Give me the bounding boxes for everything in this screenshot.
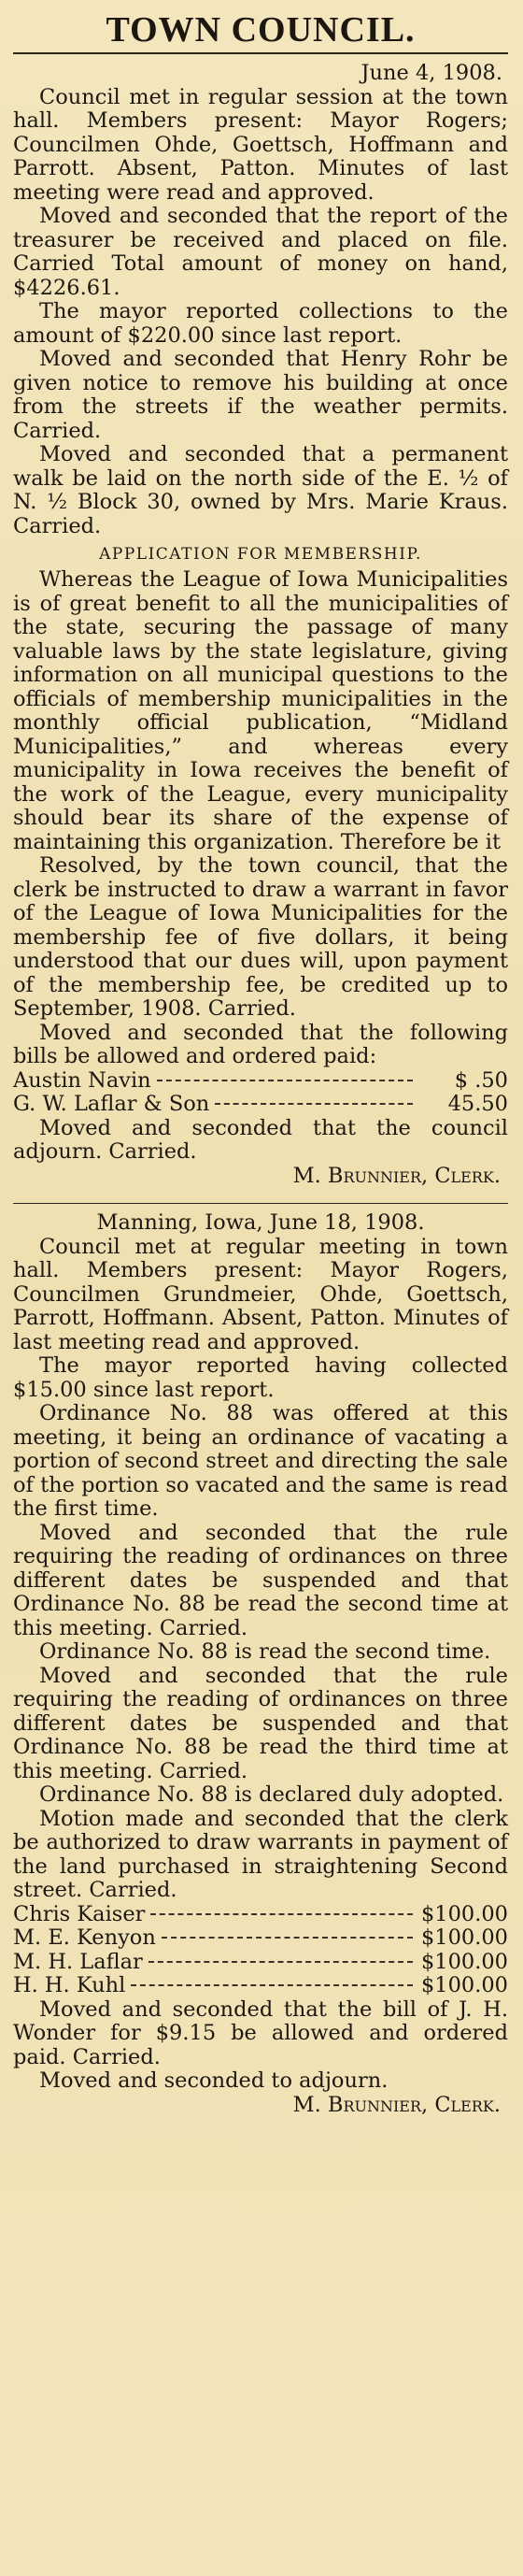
bill-payee: H. H. Kuhl — [13, 1973, 126, 1997]
leader-dots — [150, 1913, 413, 1915]
clerk-signature: M. Brunnier, Clerk. — [292, 1163, 501, 1188]
bill-payee: M. H. Laflar — [13, 1949, 143, 1974]
bill-row — [13, 1926, 508, 1951]
meeting-june-4 — [13, 62, 508, 1188]
paragraph: Moved and seconded that the report of the treasurer be received and placed on file. Carried Total amount of money on hand, $4226.61. — [13, 204, 508, 300]
warrants-list — [13, 1903, 508, 1998]
bill-payee: Austin Navin — [13, 1067, 151, 1093]
leader-dots — [162, 1937, 413, 1939]
paragraph: Ordinance No. 88 was offered at this meeting, it being an ordinance of vacating a portion of second street and directing the sale of the portion so vacated and the same is read the first time. — [13, 1401, 508, 1521]
section-divider — [13, 1203, 508, 1204]
paragraph: Moved and seconded that Henry Rohr be given notice to remove his building at once from the streets if the weather permits. Carried. — [13, 347, 508, 443]
paragraph: Council met in regular session at the town hall. Members present: Mayor Rogers; Councilmen Ohde, Goettsch, Hoffmann and Parrott. Absent, Patton. Minutes of last meeting were read and approved. — [13, 84, 508, 205]
bill-payee: Chris Kaiser — [13, 1901, 146, 1926]
paragraph: Motion made and seconded that the clerk be authorized to draw warrants in payment of the land purchased in straightening Second street. Carried. — [13, 1806, 508, 1902]
bills-list — [13, 1069, 508, 1117]
page-title: TOWN COUNCIL. — [106, 10, 416, 50]
title-rule — [13, 52, 508, 54]
paragraph: Resolved, by the town council, that the clerk be instructed to draw a warrant in favor of the League of Iowa Municipalities for the membership fee of five dollars, it being understood that our dues will, upon payment of the membership fee, be credited up to September, 1908. Carried. — [13, 853, 508, 1021]
bill-payee: M. E. Kenyon — [13, 1925, 156, 1950]
bill-amount: 45.50 — [447, 1092, 508, 1116]
section-subheading: APPLICATION FOR MEMBERSHIP. — [99, 545, 422, 564]
paragraph: Moved and seconded that the council adjourn. Carried. — [13, 1115, 508, 1164]
bill-row — [13, 1093, 508, 1117]
bill-amount: $100.00 — [420, 1901, 508, 1926]
paragraph: Moved and seconded that the bill of J. H. Wonder for $9.15 be allowed and ordered paid. Carried. — [13, 1996, 508, 2069]
bill-amount: $ .50 — [454, 1067, 508, 1093]
paragraph: Moved and seconded that the following bills be allowed and ordered paid: — [13, 1020, 508, 1068]
bill-amount: $100.00 — [420, 1925, 508, 1950]
bill-amount: $100.00 — [420, 1949, 508, 1974]
meeting-date: June 4, 1908. — [360, 61, 502, 85]
meeting-date: Manning, Iowa, June 18, 1908. — [96, 1210, 425, 1235]
paragraph: Moved and seconded that the rule requiring the reading of ordinances on three different dates be suspended and that Ordinance No. 88 be read the third time at this meeting. Carried. — [13, 1663, 508, 1783]
paragraph: Whereas the League of Iowa Municipalities is of great benefit to all the municipalities of the state, securing the passage of many valuable laws by the state legislature, giving information on all municipal questions to the officials of membership municipalities in the monthly official publication, “Midland Municipalities,” and whereas every municipality in Iowa receives the benefit of the work of the League, every municipality should bear its share of the expense of maintaining this organization. Therefore be it — [13, 567, 508, 854]
leader-dots — [131, 1984, 413, 1986]
paragraph: Ordinance No. 88 is read the second time. — [39, 1639, 491, 1664]
bill-amount: $100.00 — [420, 1973, 508, 1997]
bill-row — [13, 1069, 508, 1094]
clerk-signature: M. Brunnier, Clerk. — [292, 2092, 501, 2117]
paragraph: The mayor reported collections to the amount of $220.00 since last report. — [13, 299, 508, 348]
bill-payee: G. W. Laflar & Son — [13, 1092, 210, 1116]
paragraph: Moved and seconded that a permanent walk be laid on the north side of the E. ½ of N. ½ Block 30, owned by Mrs. Marie Kraus. Carried. — [13, 442, 508, 538]
bill-row — [13, 1951, 508, 1975]
paragraph: Council met at regular meeting in town hall. Members present: Mayor Rogers, Councilmen Grundmeier, Ohde, Goettsch, Parrott, Hoffmann. Absent, Patton. Minutes of last meeting read and approved. — [13, 1234, 508, 1354]
paragraph: The mayor reported having collected $15.00 since last report. — [13, 1353, 508, 1402]
meeting-june-18 — [13, 1211, 508, 2117]
paragraph: Ordinance No. 88 is declared duly adopted. — [39, 1782, 504, 1807]
leader-dots — [148, 1961, 413, 1963]
leader-dots — [157, 1080, 413, 1081]
bill-row — [13, 1974, 508, 1998]
paragraph: Moved and seconded to adjourn. — [39, 2068, 389, 2093]
paragraph: Moved and seconded that the rule requiring the reading of ordinances on three different dates be suspended and that Ordinance No. 88 be read the second time at this meeting. Carried. — [13, 1520, 508, 1640]
leader-dots — [215, 1103, 413, 1105]
bill-row — [13, 1903, 508, 1927]
